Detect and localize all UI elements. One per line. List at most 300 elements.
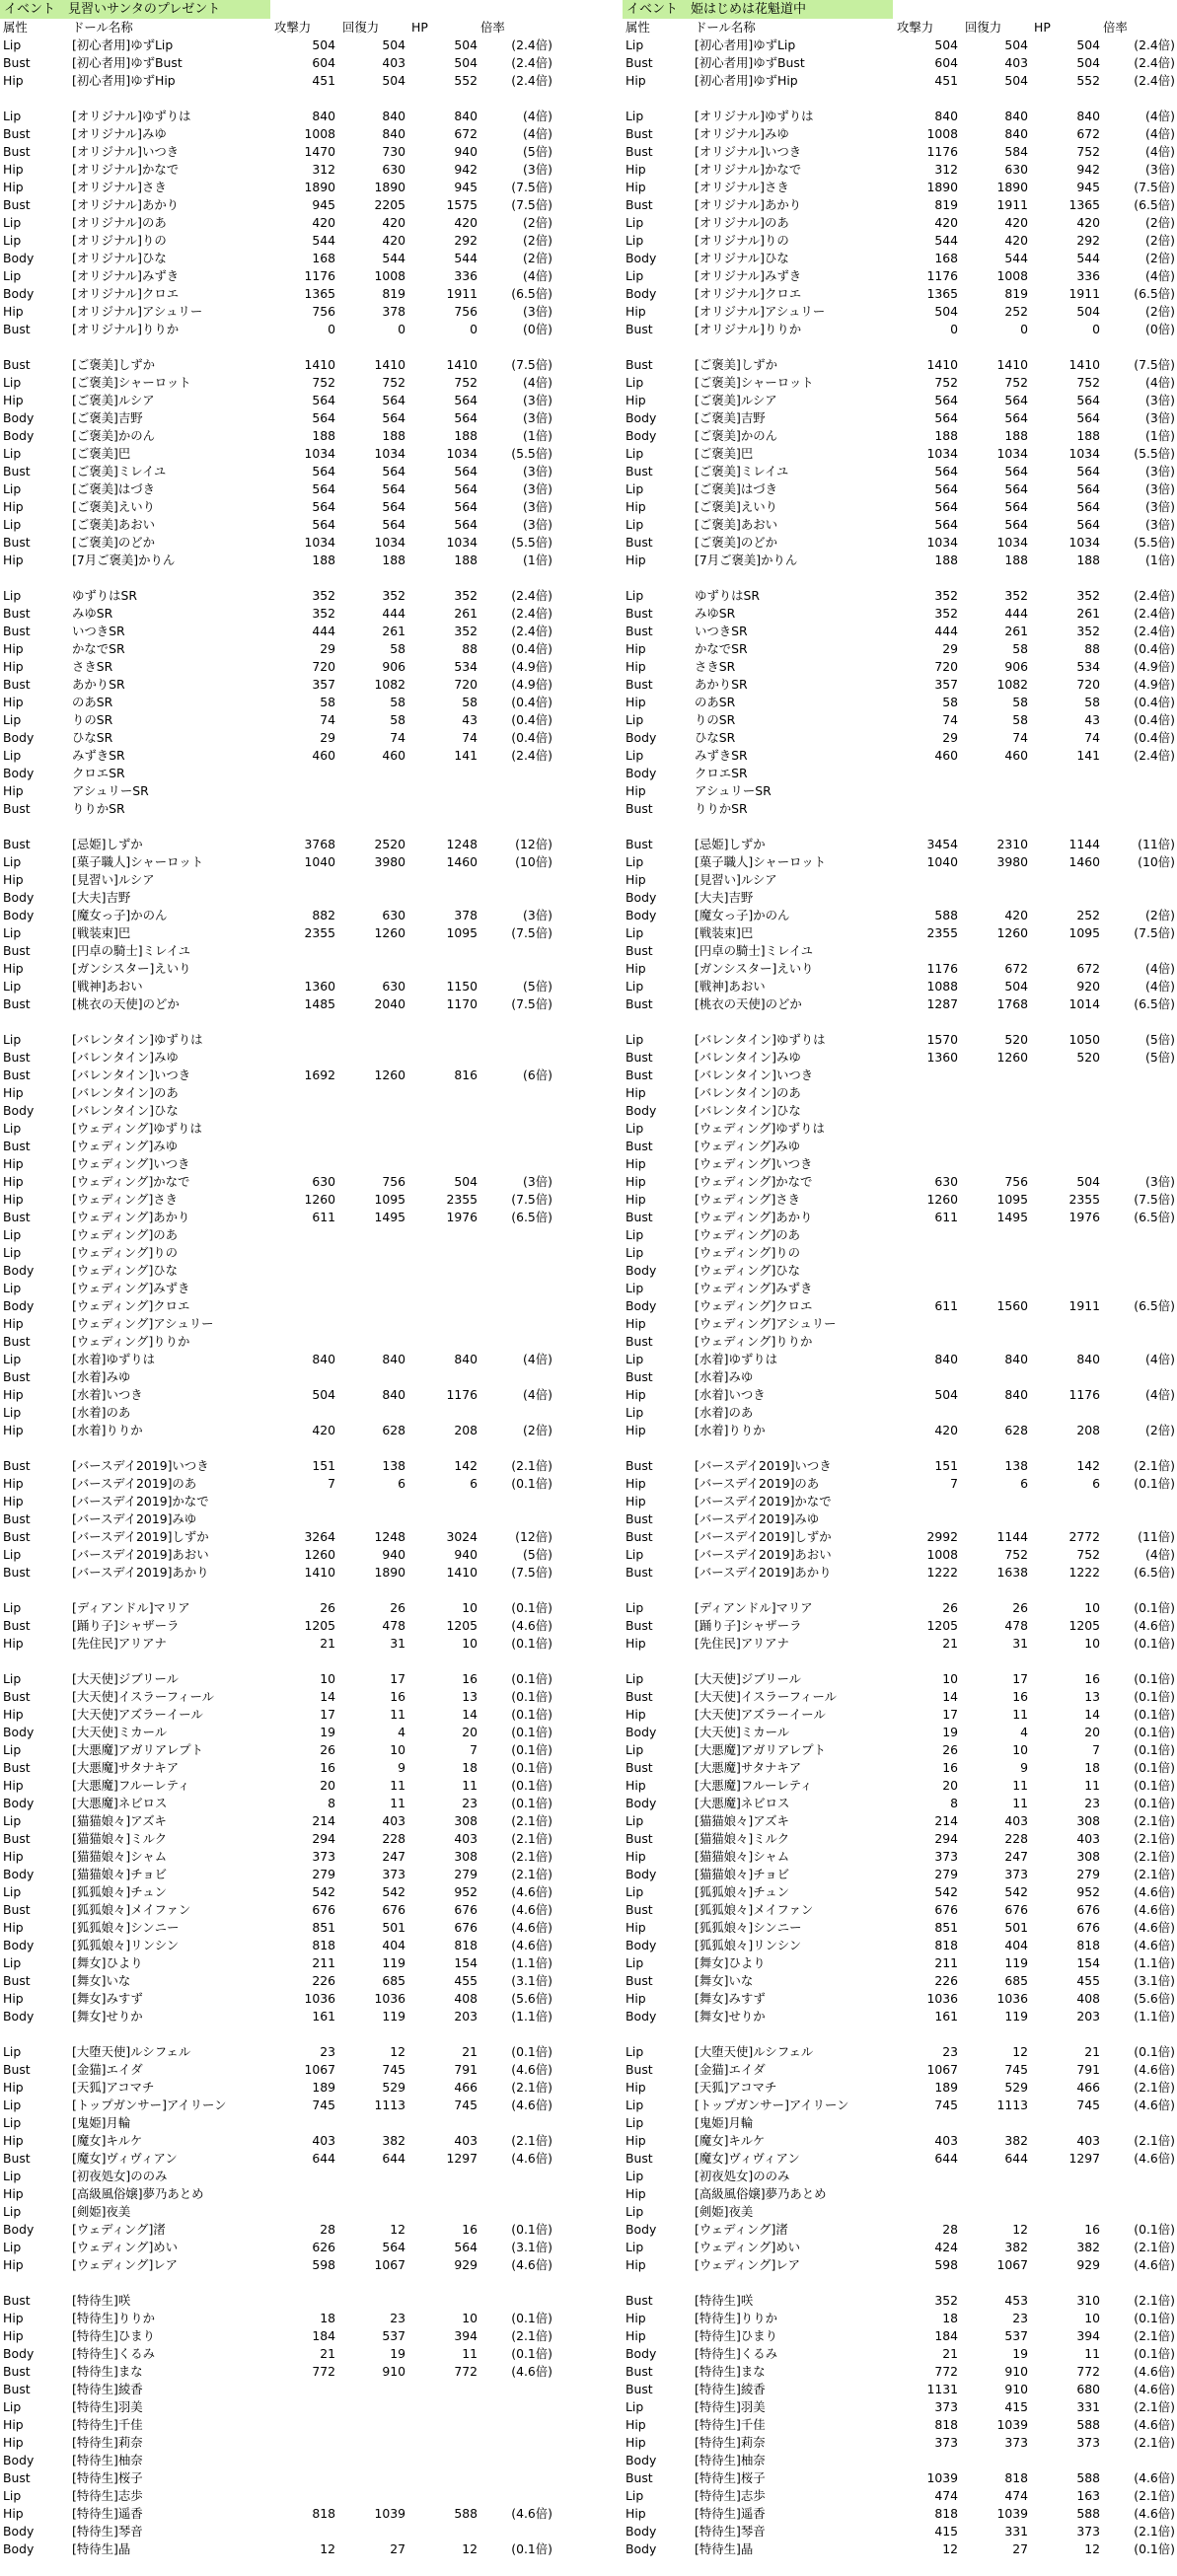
cell-doll-name: [大悪魔]フルーレティ [72,1778,190,1793]
cell-recovery: 11 [390,1707,405,1722]
cell-multiplier: (5.5倍) [511,535,552,550]
cell-multiplier: (0.1倍) [511,2346,552,2361]
cell-doll-name: [大夫]吉野 [72,890,131,905]
table-row [0,1315,554,1333]
cell-hp: 1410 [1068,357,1100,372]
cell-doll-name: [ウェディング]めい [72,2240,179,2254]
cell-hp: 564 [454,499,478,514]
cell-hp: 564 [454,517,478,532]
cell-hp: 21 [462,2044,478,2059]
cell-doll-name: [金猫]エイダ [72,2062,143,2077]
table-row [0,143,554,161]
cell-attribute: Body [625,286,657,301]
table-row [0,1368,554,1386]
table-row [623,2452,1177,2469]
cell-hp: 1095 [1068,925,1100,940]
cell-hp: 672 [1076,126,1100,141]
table-row [0,1138,554,1155]
table-row [0,1333,554,1351]
cell-doll-name: [舞女]せりか [695,2009,766,2024]
table-row [623,552,1177,569]
cell-attack: 357 [312,677,335,692]
cell-doll-name: [大天使]イスラーフィール [72,1689,214,1704]
table-row [0,2345,554,2363]
table-row [0,72,554,90]
cell-recovery: 1008 [996,268,1028,283]
table-row [0,1724,554,1741]
cell-attack: 18 [320,2311,335,2325]
table-row [0,1741,554,1759]
cell-attribute: Bust [3,535,31,550]
cell-multiplier: (1倍) [1145,552,1175,567]
cell-doll-name: [円卓の騎士]ミレイユ [72,943,191,958]
cell-multiplier: (0.1倍) [511,2541,552,2556]
cell-hp: 188 [1076,428,1100,443]
cell-doll-name: みずきSR [72,748,125,763]
table-row [623,1439,1177,1457]
table-row [623,924,1177,942]
cell-multiplier: (2.1倍) [1134,2399,1175,2414]
table-row [623,179,1177,196]
cell-attack: 1470 [304,144,335,159]
table-row [623,1990,1177,2008]
table-row [623,1812,1177,1830]
cell-doll-name: [ウェディング]アシュリー [72,1316,214,1331]
table-row [623,143,1177,161]
cell-hp: 504 [454,37,478,52]
table-row [623,409,1177,427]
cell-multiplier: (4倍) [1145,1387,1175,1402]
cell-multiplier: (7.5倍) [511,996,552,1011]
cell-attribute: Body [625,251,657,265]
table-row [623,960,1177,978]
cell-recovery: 584 [1004,144,1028,159]
cell-attack: 20 [942,1778,958,1793]
cell-multiplier: (0.1倍) [511,2311,552,2325]
table-row [0,321,554,338]
cell-attribute: Bust [625,1458,653,1473]
cell-attribute: Hip [625,1849,646,1864]
cell-recovery: 840 [382,126,405,141]
cell-hp: 942 [1076,162,1100,177]
cell-attribute: Lip [625,446,644,461]
cell-attribute: Bust [3,2293,31,2308]
cell-recovery: 382 [1004,2240,1028,2254]
cell-hp: 43 [1084,712,1100,727]
cell-attack: 851 [312,1920,335,1935]
cell-attack: 1176 [926,268,958,283]
cell-attribute: Lip [625,1547,644,1562]
cell-multiplier: (0.1倍) [511,2222,552,2237]
cell-recovery: 1260 [374,925,405,940]
cell-attack: 420 [312,1423,335,1437]
cell-attribute: Bust [3,464,31,478]
table-row [0,54,554,72]
cell-doll-name: [特待生]くるみ [72,2346,156,2361]
cell-attribute: Bust [3,197,31,212]
table-row [623,2008,1177,2025]
cell-multiplier: (4倍) [1145,979,1175,994]
cell-attribute: Hip [625,695,646,709]
cell-recovery: 9 [398,1760,405,1775]
cell-hp: 752 [1076,1547,1100,1562]
table-row [623,2292,1177,2310]
cell-recovery: 564 [382,410,405,425]
table-row [0,1848,554,1866]
cell-recovery: 16 [390,1689,405,1704]
cell-recovery: 628 [1004,1423,1028,1437]
cell-attribute: Hip [625,1494,646,1509]
table-row [623,2256,1177,2274]
cell-hp: 1297 [446,2151,478,2166]
cell-recovery: 352 [1004,588,1028,603]
cell-attribute: Hip [625,73,646,88]
cell-recovery: 630 [382,979,405,994]
cell-attack: 611 [312,1210,335,1224]
cell-recovery: 1890 [996,180,1028,194]
cell-hp: 745 [454,2098,478,2112]
cell-doll-name: [初心者用]ゆずLip [72,37,174,52]
cell-doll-name: [特待生]莉奈 [72,2435,143,2450]
cell-hp: 552 [454,73,478,88]
cell-hp: 142 [454,1458,478,1473]
cell-hp: 791 [1076,2062,1100,2077]
cell-doll-name: [鬼姫]月輪 [695,2115,754,2130]
cell-recovery: 247 [382,1849,405,1864]
cell-attribute: Body [625,1298,657,1313]
cell-attack: 542 [312,1884,335,1899]
cell-doll-name: [ご褒美]吉野 [695,410,766,425]
cell-doll-name: [猫猫娘々]チョビ [695,1867,790,1881]
cell-attack: 312 [312,162,335,177]
cell-attribute: Hip [625,162,646,177]
cell-attribute: Hip [3,1174,24,1189]
cell-doll-name: [ご褒美]えいり [695,499,778,514]
cell-hp: 308 [1076,1849,1100,1864]
cell-hp: 952 [1076,1884,1100,1899]
table-row [623,267,1177,285]
cell-hp: 1410 [446,1565,478,1580]
cell-recovery: 685 [1004,1973,1028,1988]
cell-doll-name: アシュリーSR [72,783,149,798]
cell-recovery: 453 [1004,2293,1028,2308]
cell-multiplier: (4.6倍) [1134,2257,1175,2272]
table-row [0,1670,554,1688]
table-row [0,356,554,374]
cell-attribute: Bust [625,535,653,550]
table-row [0,2540,554,2558]
cell-multiplier: (4.6倍) [1134,2506,1175,2521]
cell-recovery: 644 [1004,2151,1028,2166]
cell-recovery: 685 [382,1973,405,1988]
table-row [623,1670,1177,1688]
cell-recovery: 564 [1004,464,1028,478]
table-row [0,2292,554,2310]
cell-attribute: Lip [3,2488,22,2503]
cell-recovery: 188 [382,552,405,567]
table-row [623,1564,1177,1582]
table-row [0,2221,554,2239]
cell-doll-name: [猫猫娘々]アズキ [695,1813,789,1828]
cell-hp: 816 [454,1067,478,1082]
cell-multiplier: (4.6倍) [511,2506,552,2521]
cell-multiplier: (0.1倍) [1134,1636,1175,1651]
cell-hp: 6 [470,1476,478,1491]
table-row [0,1439,554,1457]
table-row [0,2505,554,2523]
cell-multiplier: (0.4倍) [511,641,552,656]
cell-attribute: Lip [625,2044,644,2059]
cell-hp: 58 [462,695,478,709]
cell-attribute: Hip [3,180,24,194]
table-row [623,1937,1177,1954]
cell-hp: 6 [1092,1476,1100,1491]
table-row [623,2469,1177,2487]
cell-hp: 1170 [446,996,478,1011]
cell-hp: 408 [454,1991,478,2006]
cell-recovery: 228 [1004,1831,1028,1846]
cell-hp: 564 [454,481,478,496]
cell-recovery: 840 [1004,1352,1028,1366]
cell-attribute: Hip [3,2186,24,2201]
cell-doll-name: [オリジナル]のあ [695,215,789,230]
cell-hp: 818 [1076,1938,1100,1952]
cell-multiplier: (2.4倍) [1134,37,1175,52]
cell-attack: 1410 [304,1565,335,1580]
cell-attribute: Lip [3,2240,22,2254]
cell-attribute: Bust [625,2293,653,2308]
cell-multiplier: (4.6倍) [1134,2470,1175,2485]
cell-recovery: 501 [382,1920,405,1935]
cell-attribute: Hip [3,641,24,656]
cell-recovery: 404 [382,1938,405,1952]
cell-doll-name: [ディアンドル]マリア [695,1600,813,1615]
cell-hp: 203 [454,2009,478,2024]
table-row [623,729,1177,747]
cell-multiplier: (2.1倍) [511,1831,552,1846]
table-row [623,1777,1177,1795]
cell-attribute: Bust [625,1511,653,1526]
cell-recovery: 1410 [374,357,405,372]
cell-attack: 604 [312,55,335,70]
cell-doll-name: [バレンタイン]ひな [695,1103,801,1118]
cell-attribute: Lip [3,233,22,248]
cell-recovery: 252 [1004,304,1028,319]
table-row [623,1653,1177,1670]
cell-recovery: 403 [382,55,405,70]
cell-multiplier: (1倍) [1145,428,1175,443]
cell-attribute: Hip [625,2417,646,2432]
cell-hp: 373 [1076,2435,1100,2450]
cell-attack: 74 [942,712,958,727]
cell-multiplier: (4.9倍) [1134,659,1175,674]
cell-attribute: Hip [3,2328,24,2343]
cell-doll-name: [大悪魔]サタナキア [695,1760,802,1775]
cell-attribute: Hip [3,2417,24,2432]
cell-doll-name: [ウェディング]めい [695,2240,801,2254]
cell-attack: 226 [934,1973,958,1988]
cell-doll-name: [ウェディング]りの [72,1245,179,1260]
cell-recovery: 331 [1004,2524,1028,2539]
cell-recovery: 2310 [996,837,1028,851]
table-row [623,2061,1177,2079]
cell-recovery: 840 [1004,126,1028,141]
cell-recovery: 564 [1004,499,1028,514]
cell-attribute: Hip [625,1476,646,1491]
cell-recovery: 228 [382,1831,405,1846]
cell-hp: 394 [454,2328,478,2343]
table-row [623,995,1177,1013]
cell-attribute: Bust [625,126,653,141]
cell-attack: 16 [942,1760,958,1775]
cell-attribute: Lip [625,2488,644,2503]
cell-attack: 168 [934,251,958,265]
cell-doll-name: [戦神]あおい [72,979,143,994]
cell-doll-name: [先住民]アリアナ [695,1636,789,1651]
cell-attribute: Bust [3,2470,31,2485]
table-row [623,1138,1177,1155]
cell-recovery: 1095 [374,1192,405,1207]
cell-attack: 564 [934,464,958,478]
cell-attribute: Bust [3,1458,31,1473]
table-row [623,1173,1177,1191]
cell-doll-name: みゆSR [72,606,113,621]
cell-doll-name: [戦装束]巴 [72,925,131,940]
cell-attack: 403 [312,2133,335,2148]
cell-multiplier: (2.4倍) [1134,73,1175,88]
cell-hp: 310 [1076,2293,1100,2308]
cell-attribute: Hip [625,2435,646,2450]
cell-doll-name: さきSR [695,659,736,674]
cell-attribute: Lip [625,1352,644,1366]
table-row [623,1333,1177,1351]
cell-doll-name: [バースデイ2019]のあ [695,1476,820,1491]
cell-hp: 534 [454,659,478,674]
cell-attribute: Lip [3,1884,22,1899]
cell-doll-name: [ウェディング]クロエ [72,1298,190,1313]
cell-hp: 11 [1084,2346,1100,2361]
cell-recovery: 544 [1004,251,1028,265]
cell-attribute: Bust [625,624,653,638]
cell-multiplier: (2.4倍) [1134,588,1175,603]
cell-hp: 672 [454,126,478,141]
cell-attribute: Hip [625,1636,646,1651]
cell-multiplier: (3倍) [1145,410,1175,425]
cell-doll-name: [初夜処女]ののみ [695,2169,790,2183]
cell-attack: 21 [942,2346,958,2361]
cell-multiplier: (5倍) [1145,1032,1175,1047]
cell-multiplier: (2.1倍) [1134,2293,1175,2308]
cell-attribute: Lip [625,979,644,994]
cell-multiplier: (2.4倍) [511,748,552,763]
cell-hp: 10 [1084,1636,1100,1651]
cell-hp: 336 [1076,268,1100,283]
cell-multiplier: (0.1倍) [511,1671,552,1686]
cell-attack: 373 [934,1849,958,1864]
cell-attribute: Hip [625,2328,646,2343]
cell-doll-name: [ご褒美]吉野 [72,410,143,425]
cell-attribute: Lip [3,1813,22,1828]
table-row [623,54,1177,72]
cell-multiplier: (4倍) [523,1387,552,1402]
table-row [623,1830,1177,1848]
cell-attribute: Hip [625,641,646,656]
cell-doll-name: [猫猫娘々]ミルク [695,1831,790,1846]
cell-attribute: Body [3,2541,35,2556]
cell-multiplier: (4倍) [1145,1547,1175,1562]
cell-attribute: Hip [3,552,24,567]
cell-attribute: Bust [625,322,653,336]
cell-doll-name: [オリジナル]いつき [695,144,802,159]
cell-hp: 1050 [1068,1032,1100,1047]
cell-attack: 1365 [304,286,335,301]
cell-multiplier: (7.5倍) [1134,180,1175,194]
cell-doll-name: [特待生]羽美 [72,2399,143,2414]
cell-multiplier: (0.1倍) [511,1707,552,1722]
table-row [0,587,554,605]
cell-attribute: Lip [3,1281,22,1295]
table-row [623,2097,1177,2114]
cell-attack: 8 [328,1796,335,1810]
cell-doll-name: [水着]ゆずりは [72,1352,156,1366]
cell-doll-name: [バレンタイン]のあ [72,1085,179,1100]
cell-doll-name: [特待生]千佳 [695,2417,766,2432]
cell-recovery: 58 [1012,712,1028,727]
cell-attribute: Lip [3,2169,22,2183]
table-row [0,1191,554,1209]
cell-attribute: Bust [625,1831,653,1846]
cell-multiplier: (3.1倍) [1134,1973,1175,1988]
cell-hp: 1460 [1068,854,1100,869]
cell-attack: 1360 [304,979,335,994]
cell-hp: 14 [462,1707,478,1722]
cell-hp: 352 [1076,624,1100,638]
cell-doll-name: ひなSR [72,730,113,745]
cell-multiplier: (7.5倍) [1134,357,1175,372]
cell-hp: 772 [1076,2364,1100,2379]
cell-attribute: Lip [3,1547,22,1562]
cell-multiplier: (4.6倍) [1134,1884,1175,1899]
cell-attribute: Bust [3,126,31,141]
cell-multiplier: (0.1倍) [1134,1725,1175,1739]
cell-attribute: Bust [3,996,31,1011]
cell-attribute: Lip [625,712,644,727]
table-row [623,782,1177,800]
table-row [0,2239,554,2256]
cell-recovery: 537 [1004,2328,1028,2343]
cell-hp: 10 [1084,2311,1100,2325]
cell-recovery: 17 [390,1671,405,1686]
column-header-multiplier: 倍率 [480,20,505,35]
table-row [623,2079,1177,2097]
cell-recovery: 564 [382,2240,405,2254]
cell-recovery: 420 [1004,233,1028,248]
table-row [0,1883,554,1901]
table-row [0,179,554,196]
cell-recovery: 420 [1004,908,1028,922]
cell-attack: 564 [934,517,958,532]
cell-hp: 504 [1076,1174,1100,1189]
event-name: 見習いサンタのプレゼント [64,0,270,19]
cell-multiplier: (5.5倍) [511,446,552,461]
cell-attribute: Lip [625,2240,644,2254]
cell-attribute: Hip [3,1494,24,1509]
cell-hp: 352 [1076,588,1100,603]
cell-recovery: 444 [1004,606,1028,621]
cell-attack: 544 [312,233,335,248]
cell-attribute: Bust [3,144,31,159]
cell-doll-name: [ウェディング]レア [72,2257,179,2272]
